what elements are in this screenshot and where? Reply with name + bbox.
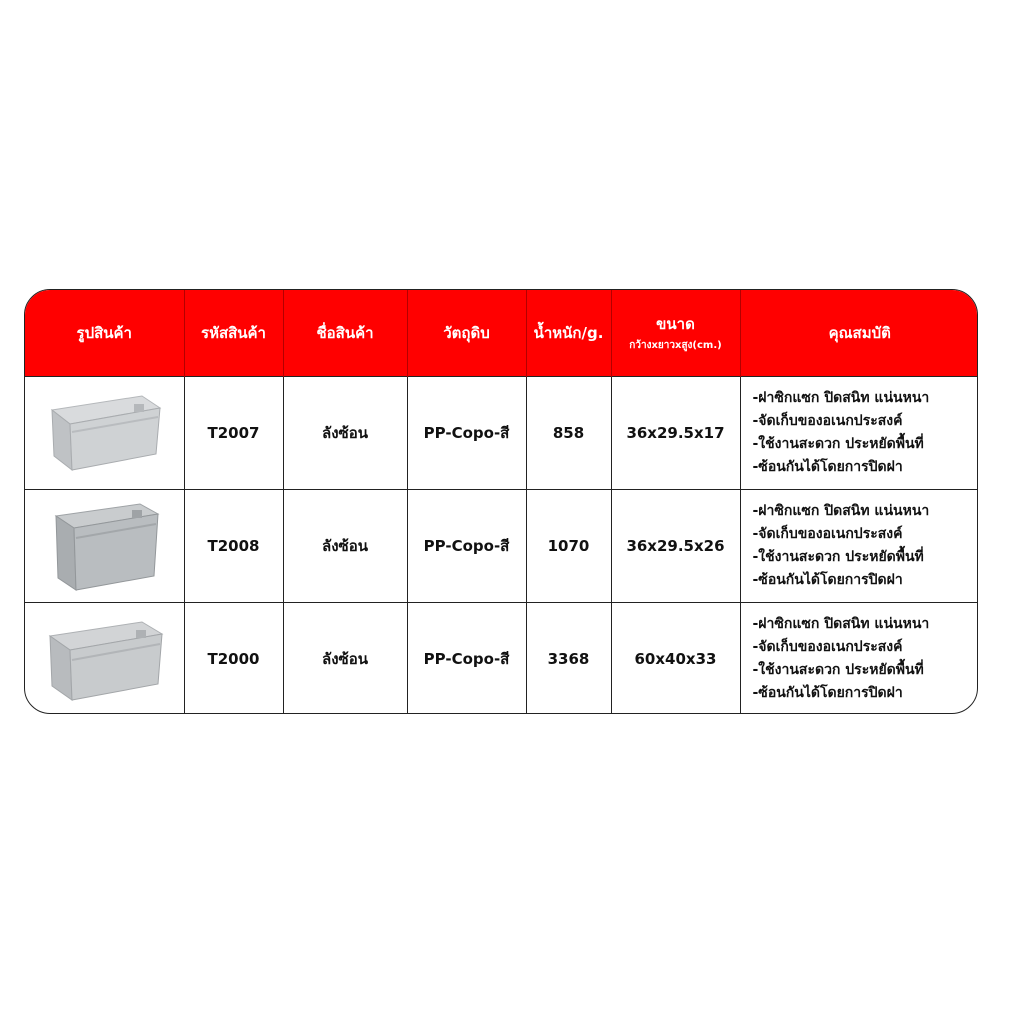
feature-line: -ใช้งานสะดวก ประหยัดพื้นที่ — [752, 548, 924, 565]
header-image: รูปสินค้า — [25, 290, 184, 376]
product-material: PP-Copo-สี — [407, 376, 526, 489]
product-features — [740, 602, 978, 714]
header-name: ชื่อสินค้า — [283, 290, 407, 376]
feature-line: -ฝาซิกแซก ปิดสนิท แน่นหนา — [752, 389, 930, 406]
product-weight: 858 — [526, 376, 611, 489]
header-material: วัตถุดิบ — [407, 290, 526, 376]
feature-line: -จัดเก็บของอเนกประสงค์ — [752, 412, 903, 429]
product-size: 36x29.5x26 — [611, 489, 740, 602]
header-size — [611, 290, 740, 376]
feature-line: -ใช้งานสะดวก ประหยัดพื้นที่ — [752, 661, 924, 678]
table-header-row — [25, 290, 978, 376]
header-features: คุณสมบัติ — [828, 323, 891, 342]
table-row — [25, 489, 978, 602]
feature-line: -ซ้อนกันได้โดยการปิดฝา — [752, 571, 903, 588]
feature-line: -จัดเก็บของอเนกประสงค์ — [752, 638, 903, 655]
feature-line: -ฝาซิกแซก ปิดสนิท แน่นหนา — [752, 615, 930, 632]
feature-line: -ใช้งานสะดวก ประหยัดพื้นที่ — [752, 435, 924, 452]
product-name: ลังซ้อน — [283, 602, 407, 714]
storage-box-icon — [42, 614, 166, 704]
feature-line: -ซ้อนกันได้โดยการปิดฝา — [752, 684, 903, 701]
product-name: ลังซ้อน — [283, 489, 407, 602]
product-material: PP-Copo-สี — [407, 602, 526, 714]
feature-line: -ฝาซิกแซก ปิดสนิท แน่นหนา — [752, 502, 930, 519]
product-image-cell — [25, 489, 184, 602]
product-code: T2000 — [184, 602, 283, 714]
product-image-cell — [25, 602, 184, 714]
product-features — [740, 489, 978, 602]
table-row — [25, 602, 978, 714]
product-table — [24, 289, 978, 714]
header-weight: น้ำหนัก/g. — [526, 290, 611, 376]
feature-line: -ซ้อนกันได้โดยการปิดฝา — [752, 458, 903, 475]
header-code: รหัสสินค้า — [184, 290, 283, 376]
table-row — [25, 376, 978, 489]
product-image-cell — [25, 376, 184, 489]
product-name: ลังซ้อน — [283, 376, 407, 489]
product-size: 36x29.5x17 — [611, 376, 740, 489]
storage-box-icon — [42, 498, 166, 594]
product-material: PP-Copo-สี — [407, 489, 526, 602]
feature-line: -จัดเก็บของอเนกประสงค์ — [752, 525, 903, 542]
header-size-title: ขนาด — [656, 315, 695, 334]
storage-box-icon — [42, 390, 166, 476]
product-code: T2008 — [184, 489, 283, 602]
header-size-sub: กว้างxยาวxสูง(cm.) — [629, 340, 722, 352]
product-code: T2007 — [184, 376, 283, 489]
product-features — [740, 376, 978, 489]
product-weight: 3368 — [526, 602, 611, 714]
product-size: 60x40x33 — [611, 602, 740, 714]
product-weight: 1070 — [526, 489, 611, 602]
